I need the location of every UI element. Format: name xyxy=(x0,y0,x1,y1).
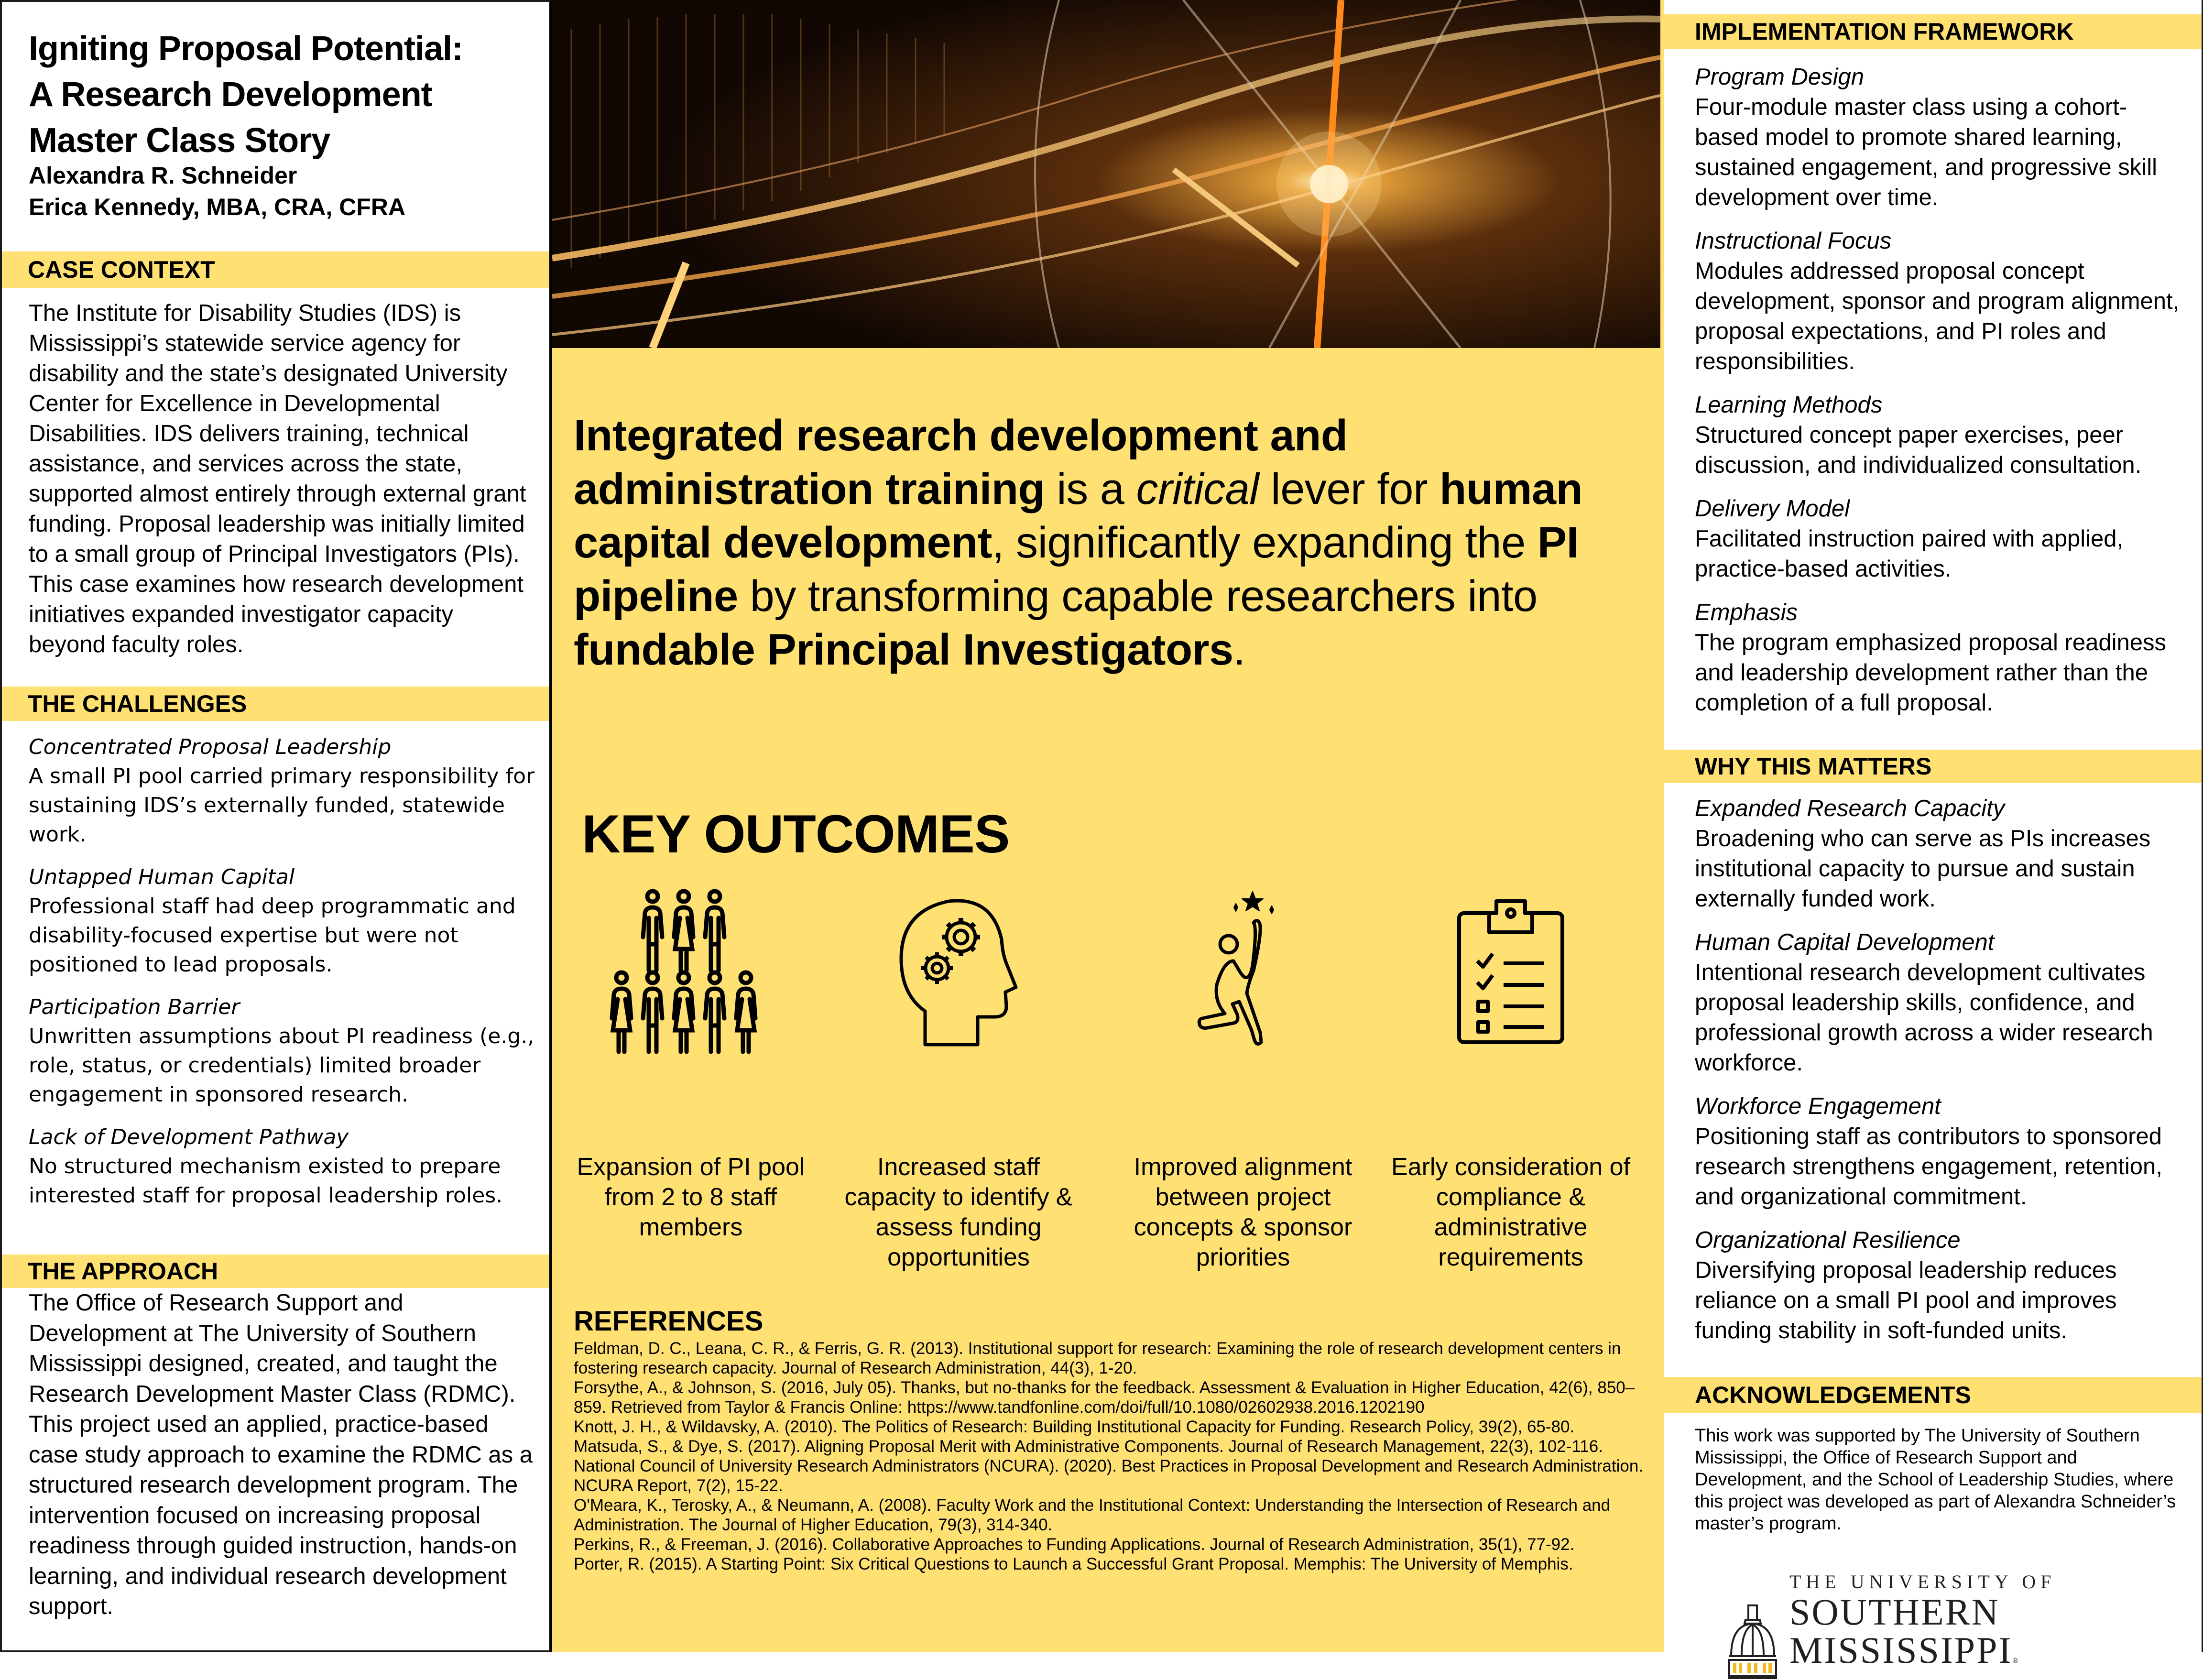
logo-line-2 xyxy=(1789,1593,2202,1680)
case-context-body: The Institute for Disability Studies (IDS) is Mississippi’s statewide service agency for disability and the state’s designated University Center for Excellence in Developmental Disabilities. IDS delivers training, technical assistance, and services across the state, supported almost entirely through external grant funding. Proposal leadership was initially limited to a small group of Principal Investigators (PIs). This case examines how research development initiatives expanded investigator capacity beyond faculty roles. xyxy=(29,300,526,657)
statement-bold: Integrated research development and administration training xyxy=(574,411,1348,513)
implementation-title: Instructional Focus xyxy=(1695,228,1892,254)
reference-item: O'Meara, K., Terosky, A., & Neumann, A. (2008). Faculty Work and the Institutional Context: Understanding the Intersection of Research and Administration. The Journal of Higher Education, 79(3), 314-340. xyxy=(574,1496,1611,1534)
dome-icon xyxy=(1726,1604,1779,1680)
implementation-item xyxy=(1695,62,2187,213)
key-statement xyxy=(574,409,1645,676)
why-matters-list xyxy=(1695,794,2187,1359)
outcome-item xyxy=(1377,875,1645,1273)
implementation-text: Four-module master class using a cohort-based model to promote shared learning, sustained engagement, and progressive skill development over time. xyxy=(1695,94,2157,210)
why-matters-title: Expanded Research Capacity xyxy=(1695,796,2005,821)
statement-bold: human capital development xyxy=(574,465,1583,567)
why-matters-text: Diversifying proposal leadership reduces reliance on a small PI pool and improves funding stability in soft-funded units. xyxy=(1695,1257,2117,1343)
why-matters-item xyxy=(1695,1091,2187,1212)
implementation-title: Delivery Model xyxy=(1695,496,1850,522)
right-column xyxy=(1660,0,2203,1671)
divider xyxy=(552,348,1660,352)
statement-bold: fundable Principal Investigators xyxy=(574,625,1233,674)
implementation-heading: IMPLEMENTATION FRAMEWORK xyxy=(1664,14,2202,49)
challenge-title: Concentrated Proposal Leadership xyxy=(29,735,392,759)
challenge-title: Untapped Human Capital xyxy=(29,865,295,889)
challenges-list xyxy=(29,732,535,1223)
authors xyxy=(29,160,405,223)
logo-line-2-text: SOUTHERN MISSISSIPPI xyxy=(1789,1591,2013,1671)
outcome-item xyxy=(557,875,825,1243)
people-group-icon xyxy=(557,875,825,1066)
why-matters-item xyxy=(1695,794,2187,914)
references-list xyxy=(574,1339,1649,1574)
reference-item: National Council of University Research Administrators (NCURA). (2020). Best Practices in Proposal Development and Research Administration. NCURA Report, 7(2), 15-22. xyxy=(574,1457,1644,1495)
reference-item: Feldman, D. C., Leana, C. R., & Ferris, G. R. (2013). Institutional support for research: Examining the role of research development centers in fostering research capacity. Journal of Research Administration, 44(3), 1-20. xyxy=(574,1339,1621,1377)
author: Alexandra R. Schneider xyxy=(29,162,297,189)
why-matters-item xyxy=(1695,927,2187,1078)
reaching-star-icon xyxy=(1109,875,1377,1066)
challenge-title: Lack of Development Pathway xyxy=(29,1125,349,1149)
logo-wordmark xyxy=(1789,1571,2202,1680)
university-logo xyxy=(1726,1571,2202,1680)
acknowledgements-heading: ACKNOWLEDGEMENTS xyxy=(1664,1377,2202,1413)
author: Erica Kennedy, MBA, CRA, CFRA xyxy=(29,194,406,220)
implementation-text: Facilitated instruction paired with applied, practice-based activities. xyxy=(1695,526,2124,582)
implementation-item xyxy=(1695,494,2187,584)
clipboard-checklist-icon xyxy=(1377,875,1645,1066)
challenge-text: A small PI pool carried primary responsibility for sustaining IDS’s externally funded, statewide work. xyxy=(29,764,535,847)
why-matters-text: Positioning staff as contributors to sponsored research strengthens engagement, retention, and organizational commitment. xyxy=(1695,1124,2162,1210)
challenge-text: No structured mechanism existed to prepare interested staff for proposal leadership roles. xyxy=(29,1154,503,1208)
title-line: Master Class Story xyxy=(29,121,330,160)
title-line: A Research Development xyxy=(29,76,432,114)
reference-item: Knott, J. H., & Wildavsky, A. (2010). The Politics of Research: Building Institutional Capacity for Funding. Research Policy, 39(2), 65-80. xyxy=(574,1418,1575,1436)
why-matters-heading: WHY THIS MATTERS xyxy=(1664,750,2202,783)
challenge-item xyxy=(29,732,535,849)
approach-heading: THE APPROACH xyxy=(2,1255,549,1288)
poster-title xyxy=(29,26,463,164)
implementation-title: Program Design xyxy=(1695,64,1865,90)
implementation-text: Modules addressed proposal concept development, sponsor and program alignment, proposal expectations, and PI roles and responsibilities. xyxy=(1695,258,2180,374)
challenge-text: Unwritten assumptions about PI readiness (e.g., role, status, or credentials) limited broader engagement in sponsored research. xyxy=(29,1024,534,1107)
logo-line-1: THE UNIVERSITY OF xyxy=(1789,1571,2056,1593)
reference-item: Forsythe, A., & Johnson, S. (2016, July 05). Thanks, but no-thanks for the feedback. Assessment & Evaluation in Higher Education, 42(6), 850–859. Retrieved from Taylor & Francis Online: https://www.tandfonline.com/doi/full/10.1080/02602938.2016.1202190 xyxy=(574,1378,1635,1417)
implementation-title: Learning Methods xyxy=(1695,392,1883,418)
challenges-heading: THE CHALLENGES xyxy=(2,687,549,721)
outcome-text: Expansion of PI pool from 2 to 8 staff members xyxy=(577,1153,805,1241)
implementation-item xyxy=(1695,390,2187,480)
why-matters-title: Human Capital Development xyxy=(1695,929,1995,955)
registered-mark: ® xyxy=(2012,1657,2020,1665)
implementation-text: Structured concept paper exercises, peer discussion, and individualized consultation. xyxy=(1695,422,2142,478)
implementation-list xyxy=(1695,62,2187,731)
challenge-item xyxy=(29,1123,535,1210)
outcome-item xyxy=(825,875,1092,1273)
statement-text: lever for xyxy=(1259,465,1440,513)
outcome-text: Early consideration of compliance & administrative requirements xyxy=(1391,1153,1631,1271)
implementation-title: Emphasis xyxy=(1695,600,1798,625)
key-outcomes-heading: KEY OUTCOMES xyxy=(582,804,1010,864)
outcome-item xyxy=(1109,875,1377,1273)
case-context-heading: CASE CONTEXT xyxy=(2,251,549,288)
statement-text: . xyxy=(1233,625,1245,674)
why-matters-title: Workforce Engagement xyxy=(1695,1093,1941,1119)
implementation-item xyxy=(1695,226,2187,377)
left-column xyxy=(0,0,552,1652)
middle-column xyxy=(552,0,1660,1652)
reference-item: Perkins, R., & Freeman, J. (2016). Collaborative Approaches to Funding Applications. Journal of Research Administration, 35(1), 77-92. xyxy=(574,1535,1575,1554)
reference-item: Matsuda, S., & Dye, S. (2017). Aligning Proposal Merit with Administrative Components. Journal of Research Management, 22(3), 102-116. xyxy=(574,1437,1603,1456)
title-line: Igniting Proposal Potential: xyxy=(29,30,463,68)
statement-text: is a xyxy=(1045,465,1136,513)
challenge-text: Professional staff had deep programmatic and disability-focused expertise but were not positioned to lead proposals. xyxy=(29,894,516,977)
statement-text: by transforming capable researchers into xyxy=(738,572,1538,621)
implementation-item xyxy=(1695,598,2187,718)
reference-item: Porter, R. (2015). A Starting Point: Six Critical Questions to Launch a Successful Grant Proposal. Memphis: The University of Memphis. xyxy=(574,1555,1573,1573)
challenge-item xyxy=(29,862,535,979)
outcome-text: Increased staff capacity to identify & assess funding opportunities xyxy=(844,1153,1073,1271)
why-matters-title: Organizational Resilience xyxy=(1695,1227,1961,1253)
statement-italic: critical xyxy=(1136,465,1259,513)
acknowledgements-body: This work was supported by The University of Southern Mississippi, the Office of Research Support and Development, and the School of Leadership Studies, where this project was developed as part of Alexandra Schneider’s master’s program. xyxy=(1695,1426,2176,1534)
why-matters-text: Broadening who can serve as PIs increases institutional capacity to pursue and sustain externally funded work. xyxy=(1695,826,2151,912)
approach-body: The Office of Research Support and Development at The University of Southern Mississippi designed, created, and taught the Research Development Master Class (RDMC). This project used an applied, practice-based case study approach to examine the RDMC as a structured research development program. The intervention focused on increasing proposal readiness through guided instruction, hands-on learning, and individual research development support. xyxy=(29,1290,533,1619)
implementation-text: The program emphasized proposal readiness and leadership development rather than the completion of a full proposal. xyxy=(1695,630,2166,716)
why-matters-item xyxy=(1695,1225,2187,1346)
head-gears-icon xyxy=(825,875,1092,1066)
abstract-gold-light-image xyxy=(552,0,1660,348)
challenge-item xyxy=(29,993,535,1109)
statement-bold: PI pipeline xyxy=(574,518,1579,621)
why-matters-text: Intentional research development cultivates proposal leadership skills, confidence, and professional growth across a wider research workforce. xyxy=(1695,960,2153,1076)
statement-text: , significantly expanding the xyxy=(992,518,1538,567)
hero-image xyxy=(552,0,1660,348)
outcome-text: Improved alignment between project concepts & sponsor priorities xyxy=(1134,1153,1352,1271)
challenge-title: Participation Barrier xyxy=(29,995,240,1019)
references-heading: REFERENCES xyxy=(574,1306,763,1337)
